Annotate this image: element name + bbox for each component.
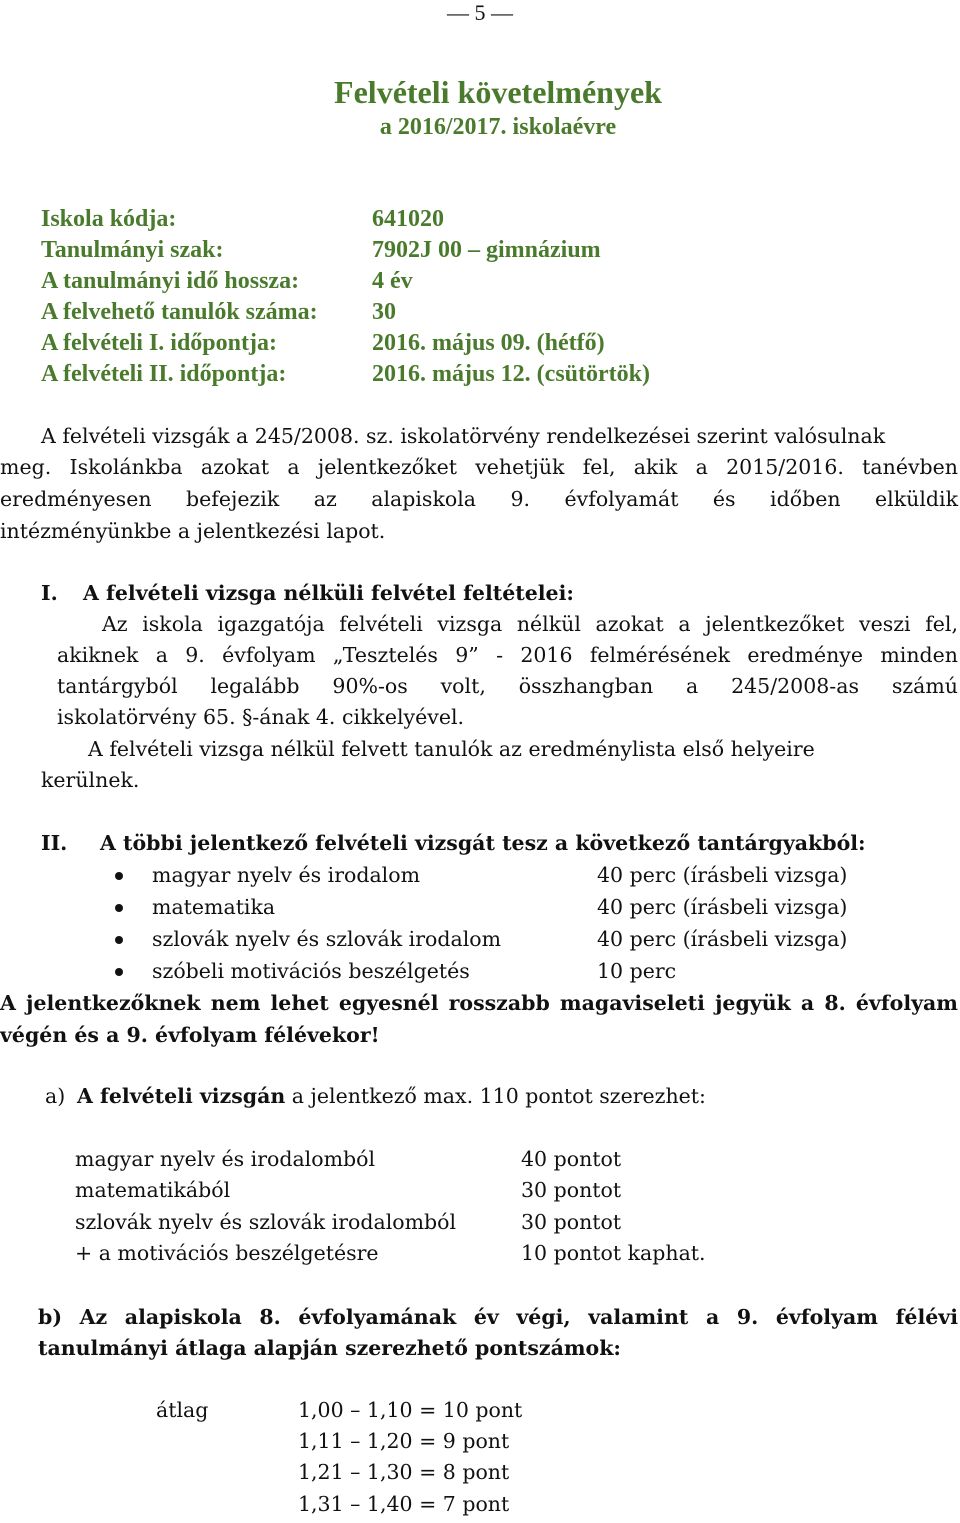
info-key: A felvételi I. időpontja: — [41, 330, 277, 356]
info-key: Tanulmányi szak: — [41, 237, 224, 263]
info-key: A felvételi II. időpontja: — [41, 361, 287, 387]
points-subject: magyar nyelv és irodalomból — [75, 1147, 376, 1171]
info-key: A tanulmányi idő hossza: — [41, 268, 300, 294]
exam-subject: matematika — [152, 895, 276, 919]
info-value: 2016. május 09. (hétfő) — [372, 330, 605, 356]
part-a-rest: a jelentkező max. 110 pontot szerezhet: — [285, 1084, 706, 1108]
exam-subject: magyar nyelv és irodalom — [152, 863, 421, 887]
info-key: Iskola kódja: — [41, 206, 177, 232]
intro-line: meg. Iskolánkba azokat a jelentkezőket vehetjük fel, akik a 2015/2016. tanévben — [0, 455, 958, 479]
section1-line: tantárgyból legalább 90%-os volt, összhangban a 245/2008-as számú — [57, 674, 958, 698]
bullet-icon — [115, 936, 123, 944]
part-a-label: a) — [45, 1084, 66, 1108]
section1-line: akiknek a 9. évfolyam „Tesztelés 9” - 2016 felmérésének eredménye minden — [57, 643, 958, 667]
points-subject: szlovák nyelv és szlovák irodalomból — [75, 1210, 457, 1234]
intro-line: intézményünkbe a jelentkezési lapot. — [0, 519, 386, 543]
average-label: átlag — [156, 1398, 209, 1422]
section1-line: kerülnek. — [41, 768, 140, 792]
exam-duration: 40 perc (írásbeli vizsga) — [597, 863, 848, 887]
average-range: 1,00 – 1,10 = 10 pont — [298, 1398, 523, 1422]
part-a-heading — [77, 1081, 957, 1113]
points-subject: + a motivációs beszélgetésre — [75, 1241, 379, 1265]
section-number: II. — [41, 831, 68, 855]
bullet-icon — [115, 872, 123, 880]
bullet-icon — [115, 968, 123, 976]
info-value: 4 év — [372, 268, 413, 294]
section-number: I. — [41, 581, 58, 605]
section1-line: A felvételi vizsga nélkül felvett tanulók az eredménylista első helyeire — [88, 737, 815, 761]
average-range: 1,11 – 1,20 = 9 pont — [298, 1429, 510, 1453]
section1-line: Az iskola igazgatója felvételi vizsga nélkül azokat a jelentkezőket veszi fel, — [102, 612, 958, 636]
intro-line: eredményesen befejezik az alapiskola 9. évfolyamát és időben elküldik — [0, 487, 958, 511]
info-value: 2016. május 12. (csütörtök) — [372, 361, 650, 387]
points-value: 40 pontot — [521, 1147, 622, 1171]
page-number: — 5 — — [447, 0, 513, 25]
points-value: 30 pontot — [521, 1178, 622, 1202]
part-a-bold: A felvételi vizsgán — [77, 1084, 286, 1108]
section1-line: iskolatörvény 65. §-ának 4. cikkelyével. — [57, 705, 465, 729]
bullet-icon — [115, 904, 123, 912]
section-heading: A felvételi vizsga nélküli felvétel feltételei: — [83, 581, 574, 605]
info-value: 30 — [372, 299, 396, 325]
info-value: 641020 — [372, 206, 444, 232]
points-value: 30 pontot — [521, 1210, 622, 1234]
exam-duration: 10 perc — [597, 959, 677, 983]
intro-line: A felvételi vizsgák a 245/2008. sz. iskolatörvény rendelkezései szerint valósulnak — [41, 424, 886, 448]
part-b-heading: b) Az alapiskola 8. évfolyamának év végi, valamint a 9. évfolyam félévi — [38, 1305, 958, 1329]
page-title: Felvételi követelmények — [334, 74, 662, 110]
exam-duration: 40 perc (írásbeli vizsga) — [597, 927, 848, 951]
info-value: 7902J 00 – gimnázium — [372, 237, 601, 263]
section-heading: A többi jelentkező felvételi vizsgát tesz a következő tantárgyakból: — [100, 831, 866, 855]
page-subtitle: a 2016/2017. iskolaévre — [379, 114, 617, 140]
average-range: 1,31 – 1,40 = 7 pont — [298, 1492, 510, 1516]
exam-subject: szóbeli motivációs beszélgetés — [152, 959, 470, 983]
exam-duration: 40 perc (írásbeli vizsga) — [597, 895, 848, 919]
info-key: A felvehető tanulók száma: — [41, 299, 318, 325]
average-range: 1,21 – 1,30 = 8 pont — [298, 1460, 510, 1484]
points-value: 10 pontot kaphat. — [521, 1241, 706, 1265]
points-subject: matematikából — [75, 1178, 231, 1202]
part-b-heading: tanulmányi átlaga alapján szerezhető pontszámok: — [38, 1336, 621, 1360]
conduct-warning: A jelentkezőknek nem lehet egyesnél rosszabb magaviseleti jegyük a 8. évfolyam — [0, 991, 958, 1015]
exam-subject: szlovák nyelv és szlovák irodalom — [152, 927, 502, 951]
conduct-warning: végén és a 9. évfolyam félévekor! — [0, 1023, 380, 1047]
